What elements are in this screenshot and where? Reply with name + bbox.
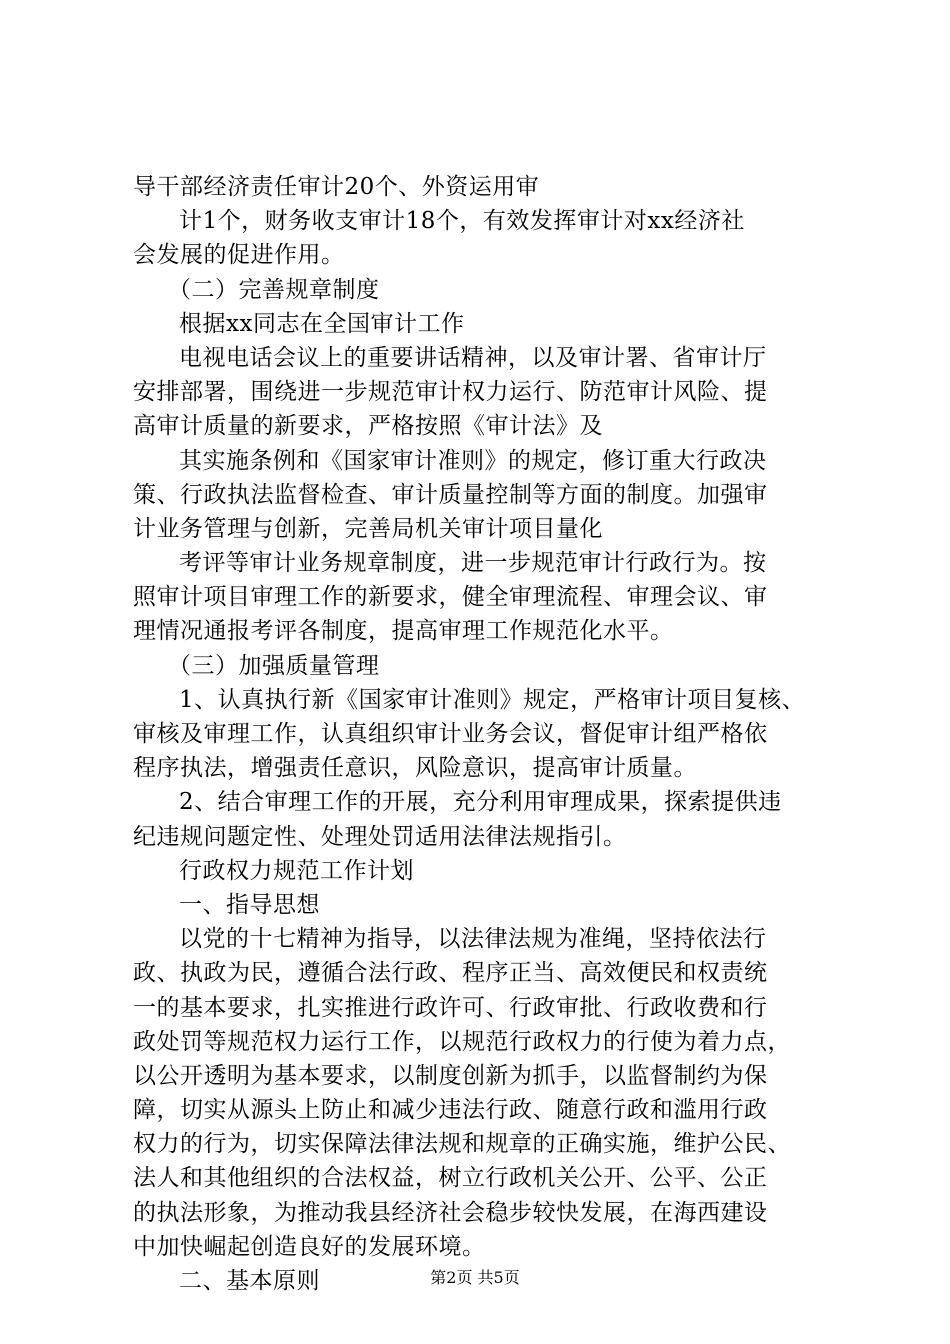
document-body	[133, 170, 833, 1298]
text-line: 电视电话会议上的重要讲话精神，以及审计署、省审计厅	[179, 344, 767, 371]
text-line: 二、基本原则	[179, 1268, 320, 1294]
text-line: 考评等审计业务规章制度，进一步规范审计行政行为。按	[179, 550, 767, 577]
text-line: 政、执政为民，遵循合法行政、程序正当、高效便民和权责统	[133, 960, 768, 987]
text-line: 中加快崛起创造良好的发展环境。	[133, 1233, 486, 1260]
text-line: 的执法形象，为推动我县经济社会稳步较快发展，在海西建设	[133, 1199, 768, 1226]
text-line: 1、认真执行新《国家审计准则》规定，严格审计项目复核、	[179, 686, 806, 713]
text-line: 权力的行为，切实保障法律法规和规章的正确实施，维护公民、	[133, 1131, 791, 1158]
text-line: 法人和其他组织的合法权益，树立行政机关公开、公平、公正	[133, 1165, 768, 1192]
text-line: 高审计质量的新要求，严格按照《审计法》及	[133, 413, 603, 440]
text-line: 2、结合审理工作的开展，充分利用审理成果，探索提供违	[179, 789, 782, 816]
text-line: 根据xx同志在全国审计工作	[179, 310, 465, 337]
text-line: 计业务管理与创新，完善局机关审计项目量化	[133, 515, 603, 542]
text-line: 策、行政执法监督检查、审计质量控制等方面的制度。加强审	[133, 481, 768, 508]
text-line: 安排部署，围绕进一步规范审计权力运行、防范审计风险、提	[133, 379, 768, 406]
text-line: 纪违规问题定性、处理处罚适用法律法规指引。	[133, 823, 627, 850]
text-line: 审核及审理工作，认真组织审计业务会议，督促审计组严格依	[133, 721, 768, 747]
text-line: 以公开透明为基本要求，以制度创新为抓手，以监督制约为保	[133, 1062, 768, 1089]
text-line: 照审计项目审理工作的新要求，健全审理流程、审理会议、审	[133, 584, 768, 611]
text-line: 一的基本要求，扎实推进行政许可、行政审批、行政收费和行	[133, 994, 768, 1021]
text-line: （三）加强质量管理	[168, 652, 380, 679]
text-line: 行政权力规范工作计划	[179, 857, 414, 884]
text-line: 一、指导思想	[179, 891, 320, 918]
text-line: 其实施条例和《国家审计准则》的规定，修订重大行政决	[179, 447, 767, 474]
text-line: 会发展的促进作用。	[133, 242, 345, 269]
text-line: 政处罚等规范权力运行工作，以规范行政权力的行使为着力点，	[133, 1028, 791, 1055]
page-footer: 第2页 共5页	[430, 1268, 520, 1287]
text-line: 理情况通报考评各制度，提高审理工作规范化水平。	[133, 618, 674, 645]
text-line: 障，切实从源头上防止和减少违法行政、随意行政和滥用行政	[133, 1097, 768, 1124]
text-line: 导干部经济责任审计20个、外资运用审	[133, 174, 540, 200]
text-line: 程序执法，增强责任意识，风险意识，提高审计质量。	[133, 755, 697, 782]
text-line: 计1个，财务收支审计18个，有效发挥审计对xx经济社	[179, 208, 745, 235]
text-line: （二）完善规章制度	[168, 276, 380, 303]
text-line: 以党的十七精神为指导，以法律法规为准绳，坚持依法行	[179, 926, 767, 953]
